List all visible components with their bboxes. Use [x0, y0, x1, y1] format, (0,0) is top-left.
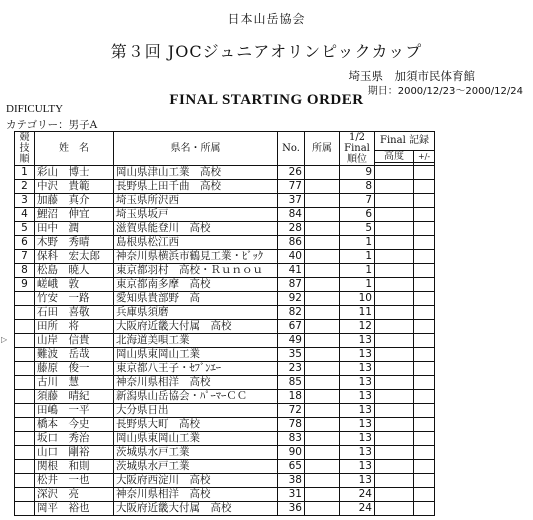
row-club — [305, 488, 340, 502]
row-affiliation: 岡山県東岡山工業 — [114, 348, 278, 362]
row-club — [305, 348, 340, 362]
row-club — [305, 390, 340, 404]
row-order — [15, 432, 35, 446]
table-row — [15, 250, 435, 264]
row-bib: 77 — [278, 180, 305, 194]
row-club — [305, 306, 340, 320]
row-order — [15, 376, 35, 390]
row-plus-minus — [414, 390, 435, 404]
table-row — [15, 376, 435, 390]
row-name: 難波 岳哉 — [35, 348, 114, 362]
row-half-final-rank: 13 — [340, 376, 375, 390]
row-bib: 78 — [278, 418, 305, 432]
row-order: 2 — [15, 180, 35, 194]
table-row — [15, 292, 435, 306]
col-header-bib: No. — [278, 132, 305, 166]
row-affiliation: 神奈川県相洋 高校 — [114, 488, 278, 502]
row-order — [15, 362, 35, 376]
row-half-final-rank: 13 — [340, 446, 375, 460]
row-name: 橋本 今史 — [35, 418, 114, 432]
row-height — [375, 250, 414, 264]
row-height — [375, 292, 414, 306]
row-affiliation: 東京都八王子・ｾﾌﾞﾝｴｰ — [114, 362, 278, 376]
row-height — [375, 194, 414, 208]
table-row — [15, 390, 435, 404]
row-height — [375, 180, 414, 194]
row-affiliation: 東京都南多摩 高校 — [114, 278, 278, 292]
row-bib: 38 — [278, 474, 305, 488]
row-name: 藤原 俊一 — [35, 362, 114, 376]
row-half-final-rank: 24 — [340, 502, 375, 516]
row-affiliation: 長野県大町 高校 — [114, 418, 278, 432]
row-affiliation: 島根県松江西 — [114, 236, 278, 250]
row-bib: 82 — [278, 306, 305, 320]
row-club — [305, 250, 340, 264]
row-plus-minus — [414, 166, 435, 180]
row-plus-minus — [414, 348, 435, 362]
row-name: 山口 剛裕 — [35, 446, 114, 460]
row-name: 加藤 真介 — [35, 194, 114, 208]
row-club — [305, 404, 340, 418]
col-header-plus-minus: +/- — [414, 150, 435, 162]
row-affiliation: 茨城県水戸工業 — [114, 446, 278, 460]
row-half-final-rank: 13 — [340, 334, 375, 348]
row-name: 石田 喜敬 — [35, 306, 114, 320]
row-order — [15, 488, 35, 502]
venue: 埼玉県 加須市民体育館 — [348, 69, 475, 83]
row-half-final-rank: 1 — [340, 236, 375, 250]
row-bib: 90 — [278, 446, 305, 460]
row-affiliation: 大阪府近畿大付属 高校 — [114, 320, 278, 334]
row-affiliation: 大分県日出 — [114, 404, 278, 418]
row-plus-minus — [414, 292, 435, 306]
row-club — [305, 222, 340, 236]
row-half-final-rank: 12 — [340, 320, 375, 334]
row-affiliation: 埼玉県坂戸 — [114, 208, 278, 222]
row-bib: 83 — [278, 432, 305, 446]
event-title: 第３回 JOCジュニアオリンピックカップ — [110, 42, 423, 61]
row-plus-minus — [414, 278, 435, 292]
row-order — [15, 348, 35, 362]
row-order — [15, 320, 35, 334]
row-club — [305, 292, 340, 306]
row-half-final-rank: 1 — [340, 264, 375, 278]
row-plus-minus — [414, 334, 435, 348]
row-club — [305, 460, 340, 474]
row-order — [15, 418, 35, 432]
table-row — [15, 446, 435, 460]
row-bib: 67 — [278, 320, 305, 334]
row-name: 田嶋 一平 — [35, 404, 114, 418]
row-affiliation: 大阪府西淀川 高校 — [114, 474, 278, 488]
row-half-final-rank: 10 — [340, 292, 375, 306]
row-order: 6 — [15, 236, 35, 250]
event-dates: 期日：2000/12/23〜2000/12/24 — [367, 86, 523, 97]
row-height — [375, 376, 414, 390]
table-row — [15, 180, 435, 194]
row-club — [305, 376, 340, 390]
row-bib: 84 — [278, 208, 305, 222]
row-plus-minus — [414, 180, 435, 194]
row-plus-minus — [414, 404, 435, 418]
row-order: 7 — [15, 250, 35, 264]
table-row — [15, 460, 435, 474]
row-name: 坂口 秀治 — [35, 432, 114, 446]
row-half-final-rank: 5 — [340, 222, 375, 236]
row-club — [305, 236, 340, 250]
row-order: 5 — [15, 222, 35, 236]
row-club — [305, 432, 340, 446]
table-row — [15, 320, 435, 334]
row-plus-minus — [414, 362, 435, 376]
row-club — [305, 208, 340, 222]
row-half-final-rank: 13 — [340, 390, 375, 404]
row-half-final-rank: 13 — [340, 418, 375, 432]
row-bib: 37 — [278, 194, 305, 208]
row-plus-minus — [414, 446, 435, 460]
row-order — [15, 334, 35, 348]
row-name: 古川 慧 — [35, 376, 114, 390]
row-name: 保科 宏太郎 — [35, 250, 114, 264]
page-title: FINAL STARTING ORDER — [169, 92, 364, 108]
row-height — [375, 236, 414, 250]
row-order: 3 — [15, 194, 35, 208]
row-plus-minus — [414, 488, 435, 502]
row-affiliation: 神奈川県相洋 高校 — [114, 376, 278, 390]
table-row — [15, 474, 435, 488]
row-height — [375, 278, 414, 292]
row-half-final-rank: 13 — [340, 460, 375, 474]
row-club — [305, 334, 340, 348]
table-row — [15, 334, 435, 348]
row-affiliation: 東京都羽村 高校・Ｒｕｎｏｕ — [114, 264, 278, 278]
row-order — [15, 404, 35, 418]
col-header-half-final-rank: 1/2 Final 順位 — [340, 132, 375, 166]
margin-mark: ▷ — [1, 335, 8, 344]
row-order — [15, 306, 35, 320]
row-bib: 85 — [278, 376, 305, 390]
col-header-final-record: Final 記録 — [375, 132, 435, 151]
row-half-final-rank: 8 — [340, 180, 375, 194]
row-order: 9 — [15, 278, 35, 292]
row-club — [305, 502, 340, 516]
row-bib: 72 — [278, 404, 305, 418]
row-order — [15, 446, 35, 460]
row-half-final-rank: 1 — [340, 250, 375, 264]
row-club — [305, 194, 340, 208]
row-club — [305, 362, 340, 376]
starting-order-table — [14, 131, 435, 516]
row-plus-minus — [414, 264, 435, 278]
row-half-final-rank: 13 — [340, 474, 375, 488]
table-row — [15, 278, 435, 292]
table-row — [15, 348, 435, 362]
row-affiliation: 大阪府近畿大付属 高校 — [114, 502, 278, 516]
row-affiliation: 岡山県津山工業 高校 — [114, 166, 278, 180]
row-bib: 65 — [278, 460, 305, 474]
row-half-final-rank: 6 — [340, 208, 375, 222]
organization-name: 日本山岳協会 — [227, 12, 306, 26]
row-name: 木野 秀晴 — [35, 236, 114, 250]
discipline-label: DIFICULTY — [6, 103, 64, 115]
row-bib: 87 — [278, 278, 305, 292]
col-header-order: 競技順 — [15, 132, 35, 166]
row-name: 松井 一也 — [35, 474, 114, 488]
table-row — [15, 488, 435, 502]
table-row — [15, 432, 435, 446]
col-header-club: 所属 — [305, 132, 340, 166]
row-order: 4 — [15, 208, 35, 222]
row-club — [305, 320, 340, 334]
row-height — [375, 502, 414, 516]
col-header-name: 姓 名 — [35, 132, 114, 166]
row-plus-minus — [414, 194, 435, 208]
row-affiliation: 愛知県貴部野 高 — [114, 292, 278, 306]
row-height — [375, 474, 414, 488]
row-plus-minus — [414, 474, 435, 488]
row-half-final-rank: 13 — [340, 432, 375, 446]
row-club — [305, 166, 340, 180]
table-row — [15, 236, 435, 250]
table-row — [15, 404, 435, 418]
row-plus-minus — [414, 236, 435, 250]
row-affiliation: 滋賀県能登川 高校 — [114, 222, 278, 236]
row-bib: 23 — [278, 362, 305, 376]
col-header-affiliation: 県名・所属 — [114, 132, 278, 166]
row-affiliation: 茨城県水戸工業 — [114, 460, 278, 474]
row-affiliation: 兵庫県須磨 — [114, 306, 278, 320]
row-height — [375, 418, 414, 432]
row-bib: 86 — [278, 236, 305, 250]
row-height — [375, 404, 414, 418]
row-order — [15, 292, 35, 306]
row-height — [375, 362, 414, 376]
row-height — [375, 334, 414, 348]
row-height — [375, 320, 414, 334]
row-plus-minus — [414, 208, 435, 222]
row-name: 山岸 信貴 — [35, 334, 114, 348]
table-row — [15, 194, 435, 208]
row-bib: 41 — [278, 264, 305, 278]
table-row — [15, 222, 435, 236]
row-name: 松島 暁人 — [35, 264, 114, 278]
row-affiliation: 北海道美唄工業 — [114, 334, 278, 348]
row-height — [375, 432, 414, 446]
row-order — [15, 502, 35, 516]
row-half-final-rank: 7 — [340, 194, 375, 208]
row-half-final-rank: 13 — [340, 362, 375, 376]
row-bib: 18 — [278, 390, 305, 404]
row-plus-minus — [414, 222, 435, 236]
row-plus-minus — [414, 306, 435, 320]
row-name: 田中 潤 — [35, 222, 114, 236]
row-order — [15, 460, 35, 474]
row-club — [305, 180, 340, 194]
row-bib: 26 — [278, 166, 305, 180]
row-club — [305, 278, 340, 292]
row-plus-minus — [414, 418, 435, 432]
row-height — [375, 222, 414, 236]
row-name: 田所 将 — [35, 320, 114, 334]
row-height — [375, 460, 414, 474]
row-half-final-rank: 24 — [340, 488, 375, 502]
row-half-final-rank: 13 — [340, 404, 375, 418]
row-club — [305, 446, 340, 460]
row-half-final-rank: 9 — [340, 166, 375, 180]
row-name: 須藤 晴紀 — [35, 390, 114, 404]
row-height — [375, 166, 414, 180]
row-bib: 49 — [278, 334, 305, 348]
table-row — [15, 502, 435, 516]
row-half-final-rank: 1 — [340, 278, 375, 292]
row-plus-minus — [414, 320, 435, 334]
row-bib: 40 — [278, 250, 305, 264]
row-order — [15, 474, 35, 488]
row-height — [375, 446, 414, 460]
row-plus-minus — [414, 432, 435, 446]
row-affiliation: 岡山県東岡山工業 — [114, 432, 278, 446]
category-label: カテゴリー：男子A — [6, 119, 98, 131]
row-bib: 31 — [278, 488, 305, 502]
table-row — [15, 166, 435, 180]
row-bib: 36 — [278, 502, 305, 516]
row-name: 彩山 博士 — [35, 166, 114, 180]
row-name: 中沢 貴範 — [35, 180, 114, 194]
row-affiliation: 埼玉県所沢西 — [114, 194, 278, 208]
row-order: 1 — [15, 166, 35, 180]
row-club — [305, 418, 340, 432]
row-name: 深沢 亮 — [35, 488, 114, 502]
row-order — [15, 390, 35, 404]
row-height — [375, 306, 414, 320]
row-name: 鯉沼 伸宜 — [35, 208, 114, 222]
row-height — [375, 208, 414, 222]
table-row — [15, 264, 435, 278]
row-height — [375, 264, 414, 278]
row-bib: 92 — [278, 292, 305, 306]
row-order: 8 — [15, 264, 35, 278]
row-height — [375, 390, 414, 404]
row-half-final-rank: 13 — [340, 348, 375, 362]
row-height — [375, 488, 414, 502]
row-affiliation: 神奈川県横浜市鶴見工業・ﾋﾞｯｸ — [114, 250, 278, 264]
col-header-height: 高度 — [375, 150, 414, 162]
row-club — [305, 474, 340, 488]
table-row — [15, 418, 435, 432]
row-name: 竹安 一路 — [35, 292, 114, 306]
row-plus-minus — [414, 376, 435, 390]
table-row — [15, 306, 435, 320]
row-name: 岡平 裕也 — [35, 502, 114, 516]
row-name: 関根 和則 — [35, 460, 114, 474]
row-club — [305, 264, 340, 278]
table-row — [15, 362, 435, 376]
row-plus-minus — [414, 502, 435, 516]
row-bib: 28 — [278, 222, 305, 236]
row-name: 嵯峨 敦 — [35, 278, 114, 292]
table-row — [15, 208, 435, 222]
row-bib: 35 — [278, 348, 305, 362]
row-height — [375, 348, 414, 362]
row-plus-minus — [414, 250, 435, 264]
row-half-final-rank: 11 — [340, 306, 375, 320]
row-affiliation: 長野県上田千曲 高校 — [114, 180, 278, 194]
row-plus-minus — [414, 460, 435, 474]
row-affiliation: 新潟県山岳協会・ﾊﾟｰﾏｰＣＣ — [114, 390, 278, 404]
